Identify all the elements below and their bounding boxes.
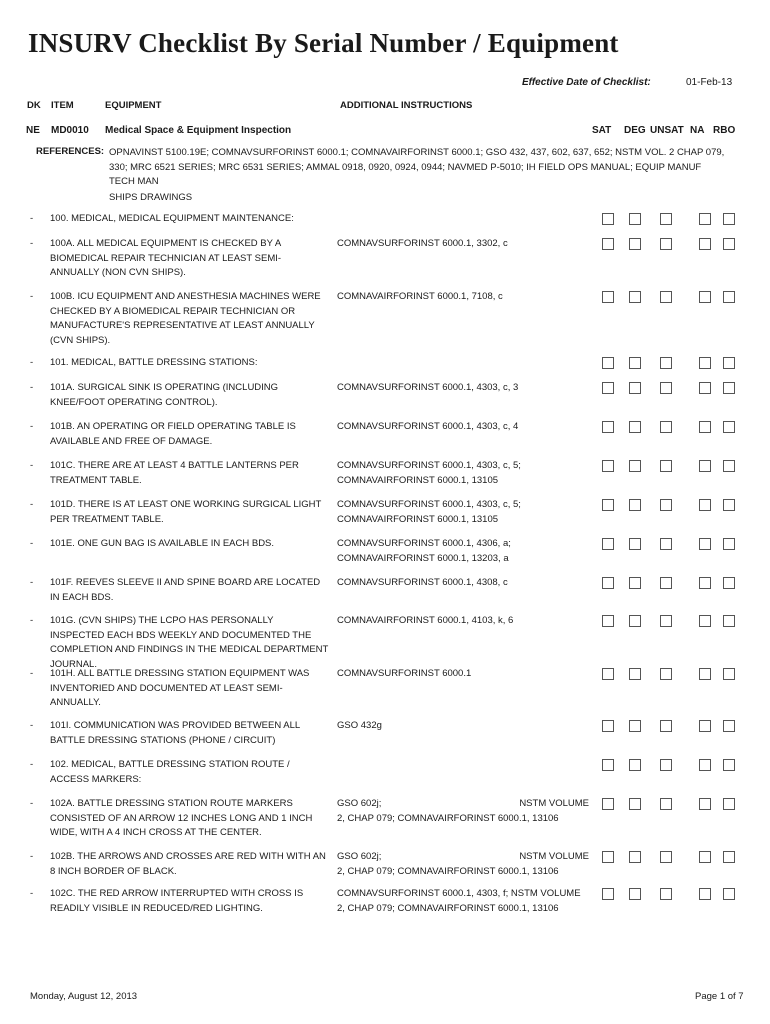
deg-checkbox[interactable]: [629, 357, 641, 369]
bullet-dash: -: [30, 577, 34, 588]
status-checkboxes: [0, 798, 770, 812]
sat-checkbox[interactable]: [602, 538, 614, 550]
instruction-text: COMNAVSURFORINST 6000.1: [337, 668, 472, 679]
deg-checkbox[interactable]: [629, 213, 641, 225]
unsat-checkbox[interactable]: [660, 213, 672, 225]
bullet-dash: -: [30, 851, 34, 862]
instruction-text: COMNAVAIRFORINST 6000.1, 4103, k, 6: [337, 615, 514, 626]
instruction-text: COMNAVSURFORINST 6000.1, 4306, a; COMNAVAIRFORINST 6000.1, 13203, a: [337, 538, 511, 564]
deg-checkbox[interactable]: [629, 538, 641, 550]
na-checkbox[interactable]: [699, 421, 711, 433]
checklist-title: INSURV Checklist By Serial Number / Equipment: [28, 28, 619, 58]
status-checkboxes: [0, 759, 770, 773]
bullet-dash: -: [30, 382, 34, 393]
unsat-checkbox[interactable]: [660, 577, 672, 589]
sat-checkbox[interactable]: [602, 421, 614, 433]
sat-checkbox[interactable]: [602, 720, 614, 732]
instruction-text: COMNAVSURFORINST 6000.1, 4303, c, 3: [337, 382, 519, 393]
na-checkbox[interactable]: [699, 798, 711, 810]
status-checkboxes: [0, 382, 770, 396]
col-deg: DEG: [624, 125, 646, 136]
rbo-checkbox[interactable]: [723, 759, 735, 771]
header-equipment: EQUIPMENT: [105, 100, 162, 111]
instruction-part: GSO 602j;: [337, 851, 382, 862]
sat-checkbox[interactable]: [602, 759, 614, 771]
unsat-checkbox[interactable]: [660, 460, 672, 472]
sat-checkbox[interactable]: [602, 291, 614, 303]
item-text: 101C. THERE ARE AT LEAST 4 BATTLE LANTERNS PER TREATMENT TABLE.: [50, 460, 299, 486]
instruction-text: 2, CHAP 079; COMNAVAIRFORINST 6000.1, 13106: [337, 865, 559, 877]
status-checkboxes: [0, 615, 770, 629]
status-checkboxes: [0, 291, 770, 305]
unsat-checkbox[interactable]: [660, 238, 672, 250]
sat-checkbox[interactable]: [602, 382, 614, 394]
rbo-checkbox[interactable]: [723, 291, 735, 303]
item-text: 102A. BATTLE DRESSING STATION ROUTE MARKERS CONSISTED OF AN ARROW 12 INCHES LONG AND 1 INCH WIDE, WITH A 4 INCH CROSS AT THE CENTER.: [50, 798, 313, 838]
status-checkboxes: [0, 238, 770, 252]
status-checkboxes: [0, 421, 770, 435]
deg-checkbox[interactable]: [629, 888, 641, 900]
header-instructions: ADDITIONAL INSTRUCTIONS: [340, 100, 473, 111]
footer-date: Monday, August 12, 2013: [30, 991, 138, 1002]
instruction-text: COMNAVAIRFORINST 6000.1, 7108, c: [337, 291, 503, 302]
sat-checkbox[interactable]: [602, 851, 614, 863]
item-text: 102B. THE ARROWS AND CROSSES ARE RED WITH WITH AN 8 INCH BORDER OF BLACK.: [50, 851, 326, 877]
status-checkboxes: [0, 538, 770, 552]
effective-date-value: 01-Feb-13: [686, 77, 733, 88]
sat-checkbox[interactable]: [602, 577, 614, 589]
item-text: 100. MEDICAL, MEDICAL EQUIPMENT MAINTENANCE:: [50, 213, 294, 224]
item-text: 102. MEDICAL, BATTLE DRESSING STATION ROUTE / ACCESS MARKERS:: [50, 759, 290, 785]
item-text: 100A. ALL MEDICAL EQUIPMENT IS CHECKED BY A BIOMEDICAL REPAIR TECHNICIAN AT LEAST SEMI-ANNUALLY (NON CVN SHIPS).: [50, 238, 282, 278]
sat-checkbox[interactable]: [602, 668, 614, 680]
section-dk: NE: [26, 125, 40, 136]
bullet-dash: -: [30, 213, 34, 224]
deg-checkbox[interactable]: [629, 421, 641, 433]
instruction-part: GSO 602j;: [337, 798, 382, 809]
rbo-checkbox[interactable]: [723, 421, 735, 433]
instruction-text: COMNAVSURFORINST 6000.1, 4303, f; NSTM VOLUME 2, CHAP 079; COMNAVAIRFORINST 6000.1, 13106: [337, 888, 581, 914]
unsat-checkbox[interactable]: [660, 759, 672, 771]
na-checkbox[interactable]: [699, 615, 711, 627]
rbo-checkbox[interactable]: [723, 357, 735, 369]
footer-page: Page 1 of 7: [695, 991, 744, 1002]
status-checkboxes: [0, 577, 770, 591]
rbo-checkbox[interactable]: [723, 577, 735, 589]
unsat-checkbox[interactable]: [660, 888, 672, 900]
rbo-checkbox[interactable]: [723, 615, 735, 627]
deg-checkbox[interactable]: [629, 668, 641, 680]
unsat-checkbox[interactable]: [660, 382, 672, 394]
rbo-checkbox[interactable]: [723, 851, 735, 863]
na-checkbox[interactable]: [699, 538, 711, 550]
rbo-checkbox[interactable]: [723, 213, 735, 225]
instruction-text: COMNAVSURFORINST 6000.1, 4308, c: [337, 577, 508, 588]
unsat-checkbox[interactable]: [660, 798, 672, 810]
item-text: 101H. ALL BATTLE DRESSING STATION EQUIPMENT WAS INVENTORIED AND DOCUMENTED AT LEAST SEMI-ANNUALLY.: [50, 668, 310, 708]
item-text: 101B. AN OPERATING OR FIELD OPERATING TABLE IS AVAILABLE AND FREE OF DAMAGE.: [50, 421, 296, 447]
unsat-checkbox[interactable]: [660, 668, 672, 680]
section-item: MD0010: [51, 125, 89, 136]
instruction-text: COMNAVSURFORINST 6000.1, 4303, c, 5; COMNAVAIRFORINST 6000.1, 13105: [337, 460, 521, 486]
rbo-checkbox[interactable]: [723, 538, 735, 550]
instruction-text: GSO 432g: [337, 720, 382, 731]
instruction-text: COMNAVSURFORINST 6000.1, 4303, c, 5; COMNAVAIRFORINST 6000.1, 13105: [337, 499, 521, 525]
section-name: Medical Space & Equipment Inspection: [105, 125, 292, 136]
instruction-text: 2, CHAP 079; COMNAVAIRFORINST 6000.1, 13106: [337, 812, 559, 824]
na-checkbox[interactable]: [699, 499, 711, 511]
sat-checkbox[interactable]: [602, 615, 614, 627]
unsat-checkbox[interactable]: [660, 291, 672, 303]
col-unsat: UNSAT: [650, 125, 684, 136]
col-sat: SAT: [592, 125, 612, 136]
deg-checkbox[interactable]: [629, 615, 641, 627]
deg-checkbox[interactable]: [629, 382, 641, 394]
bullet-dash: -: [30, 238, 34, 249]
bullet-dash: -: [30, 759, 34, 770]
unsat-checkbox[interactable]: [660, 615, 672, 627]
na-checkbox[interactable]: [699, 888, 711, 900]
rbo-checkbox[interactable]: [723, 720, 735, 732]
status-checkboxes: [0, 499, 770, 513]
bullet-dash: -: [30, 668, 34, 679]
sat-checkbox[interactable]: [602, 213, 614, 225]
bullet-dash: -: [30, 888, 34, 899]
item-text: 101E. ONE GUN BAG IS AVAILABLE IN EACH BDS.: [50, 538, 275, 549]
unsat-checkbox[interactable]: [660, 421, 672, 433]
rbo-checkbox[interactable]: [723, 668, 735, 680]
na-checkbox[interactable]: [699, 382, 711, 394]
sat-checkbox[interactable]: [602, 499, 614, 511]
deg-checkbox[interactable]: [629, 577, 641, 589]
unsat-checkbox[interactable]: [660, 851, 672, 863]
deg-checkbox[interactable]: [629, 851, 641, 863]
sat-checkbox[interactable]: [602, 798, 614, 810]
deg-checkbox[interactable]: [629, 460, 641, 472]
col-rbo: RBO: [713, 125, 736, 136]
na-checkbox[interactable]: [699, 577, 711, 589]
sat-checkbox[interactable]: [602, 460, 614, 472]
rbo-checkbox[interactable]: [723, 499, 735, 511]
rbo-checkbox[interactable]: [723, 460, 735, 472]
na-checkbox[interactable]: [699, 238, 711, 250]
rbo-checkbox[interactable]: [723, 382, 735, 394]
item-text: 101I. COMMUNICATION WAS PROVIDED BETWEEN ALL BATTLE DRESSING STATIONS (PHONE / CIRCUIT): [50, 720, 300, 746]
effective-date-label: Effective Date of Checklist:: [522, 77, 651, 88]
deg-checkbox[interactable]: [629, 499, 641, 511]
na-checkbox[interactable]: [699, 720, 711, 732]
status-checkboxes: [0, 460, 770, 474]
item-text: 101. MEDICAL, BATTLE DRESSING STATIONS:: [50, 357, 258, 368]
na-checkbox[interactable]: [699, 357, 711, 369]
bullet-dash: -: [30, 615, 34, 626]
status-checkboxes: [0, 851, 770, 865]
deg-checkbox[interactable]: [629, 238, 641, 250]
bullet-dash: -: [30, 291, 34, 302]
bullet-dash: -: [30, 538, 34, 549]
item-text: 101D. THERE IS AT LEAST ONE WORKING SURGICAL LIGHT PER TREATMENT TABLE.: [50, 499, 322, 525]
status-checkboxes: [0, 888, 770, 902]
references-drawings: SHIPS DRAWINGS: [109, 192, 193, 203]
item-text: 101G. (CVN SHIPS) THE LCPO HAS PERSONALLY INSPECTED EACH BDS WEEKLY AND DOCUMENTED THE COMPLETION AND FINDINGS IN THE MEDICAL DEPARTMENT JOURNAL.: [50, 615, 329, 670]
item-text: 101A. SURGICAL SINK IS OPERATING (INCLUDING KNEE/FOOT OPERATING CONTROL).: [50, 382, 279, 408]
col-na: NA: [690, 125, 705, 136]
item-text: 100B. ICU EQUIPMENT AND ANESTHESIA MACHINES WERE CHECKED BY A BIOMEDICAL REPAIR TECHNICIAN OR MANUFACTURE'S REPRESENTATIVE AT LEAST ANNUALLY (CVN SHIPS).: [50, 291, 321, 346]
sat-checkbox[interactable]: [602, 888, 614, 900]
na-checkbox[interactable]: [699, 291, 711, 303]
na-checkbox[interactable]: [699, 460, 711, 472]
unsat-checkbox[interactable]: [660, 538, 672, 550]
deg-checkbox[interactable]: [629, 720, 641, 732]
references-label: REFERENCES:: [36, 146, 105, 157]
deg-checkbox[interactable]: [629, 291, 641, 303]
item-text: 102C. THE RED ARROW INTERRUPTED WITH CROSS IS READILY VISIBLE IN REDUCED/RED LIGHTING.: [50, 888, 304, 914]
deg-checkbox[interactable]: [629, 759, 641, 771]
unsat-checkbox[interactable]: [660, 720, 672, 732]
na-checkbox[interactable]: [699, 851, 711, 863]
rbo-checkbox[interactable]: [723, 888, 735, 900]
instruction-part: NSTM VOLUME: [519, 798, 589, 809]
status-checkboxes: [0, 668, 770, 682]
rbo-checkbox[interactable]: [723, 238, 735, 250]
instruction-text: COMNAVSURFORINST 6000.1, 3302, c: [337, 238, 508, 249]
header-item: ITEM: [51, 100, 74, 111]
bullet-dash: -: [30, 357, 34, 368]
status-checkboxes: [0, 720, 770, 734]
status-checkboxes: [0, 213, 770, 227]
sat-checkbox[interactable]: [602, 238, 614, 250]
bullet-dash: -: [30, 798, 34, 809]
deg-checkbox[interactable]: [629, 798, 641, 810]
bullet-dash: -: [30, 460, 34, 471]
header-dk: DK: [27, 100, 41, 111]
item-text: 101F. REEVES SLEEVE II AND SPINE BOARD ARE LOCATED IN EACH BDS.: [50, 577, 321, 603]
bullet-dash: -: [30, 421, 34, 432]
references-text: OPNAVINST 5100.19E; COMNAVSURFORINST 6000.1; COMNAVAIRFORINST 6000.1; GSO 432, 437, 602, 637, 652; NSTM VOL. 2 CHAP 079, 330; MRC 6521 SERIES; MRC 6531 SERIES; AMMAL 0918, 0920, 0924, 0944; NAVMED P-5010; IH FIELD OPS MANUAL; EQUIP MANUF TECH MAN: [109, 147, 725, 187]
bullet-dash: -: [30, 499, 34, 510]
instruction-part: NSTM VOLUME: [519, 851, 589, 862]
na-checkbox[interactable]: [699, 668, 711, 680]
bullet-dash: -: [30, 720, 34, 731]
sat-checkbox[interactable]: [602, 357, 614, 369]
unsat-checkbox[interactable]: [660, 357, 672, 369]
na-checkbox[interactable]: [699, 759, 711, 771]
unsat-checkbox[interactable]: [660, 499, 672, 511]
status-checkboxes: [0, 357, 770, 371]
instruction-text: COMNAVSURFORINST 6000.1, 4303, c, 4: [337, 421, 519, 432]
rbo-checkbox[interactable]: [723, 798, 735, 810]
na-checkbox[interactable]: [699, 213, 711, 225]
